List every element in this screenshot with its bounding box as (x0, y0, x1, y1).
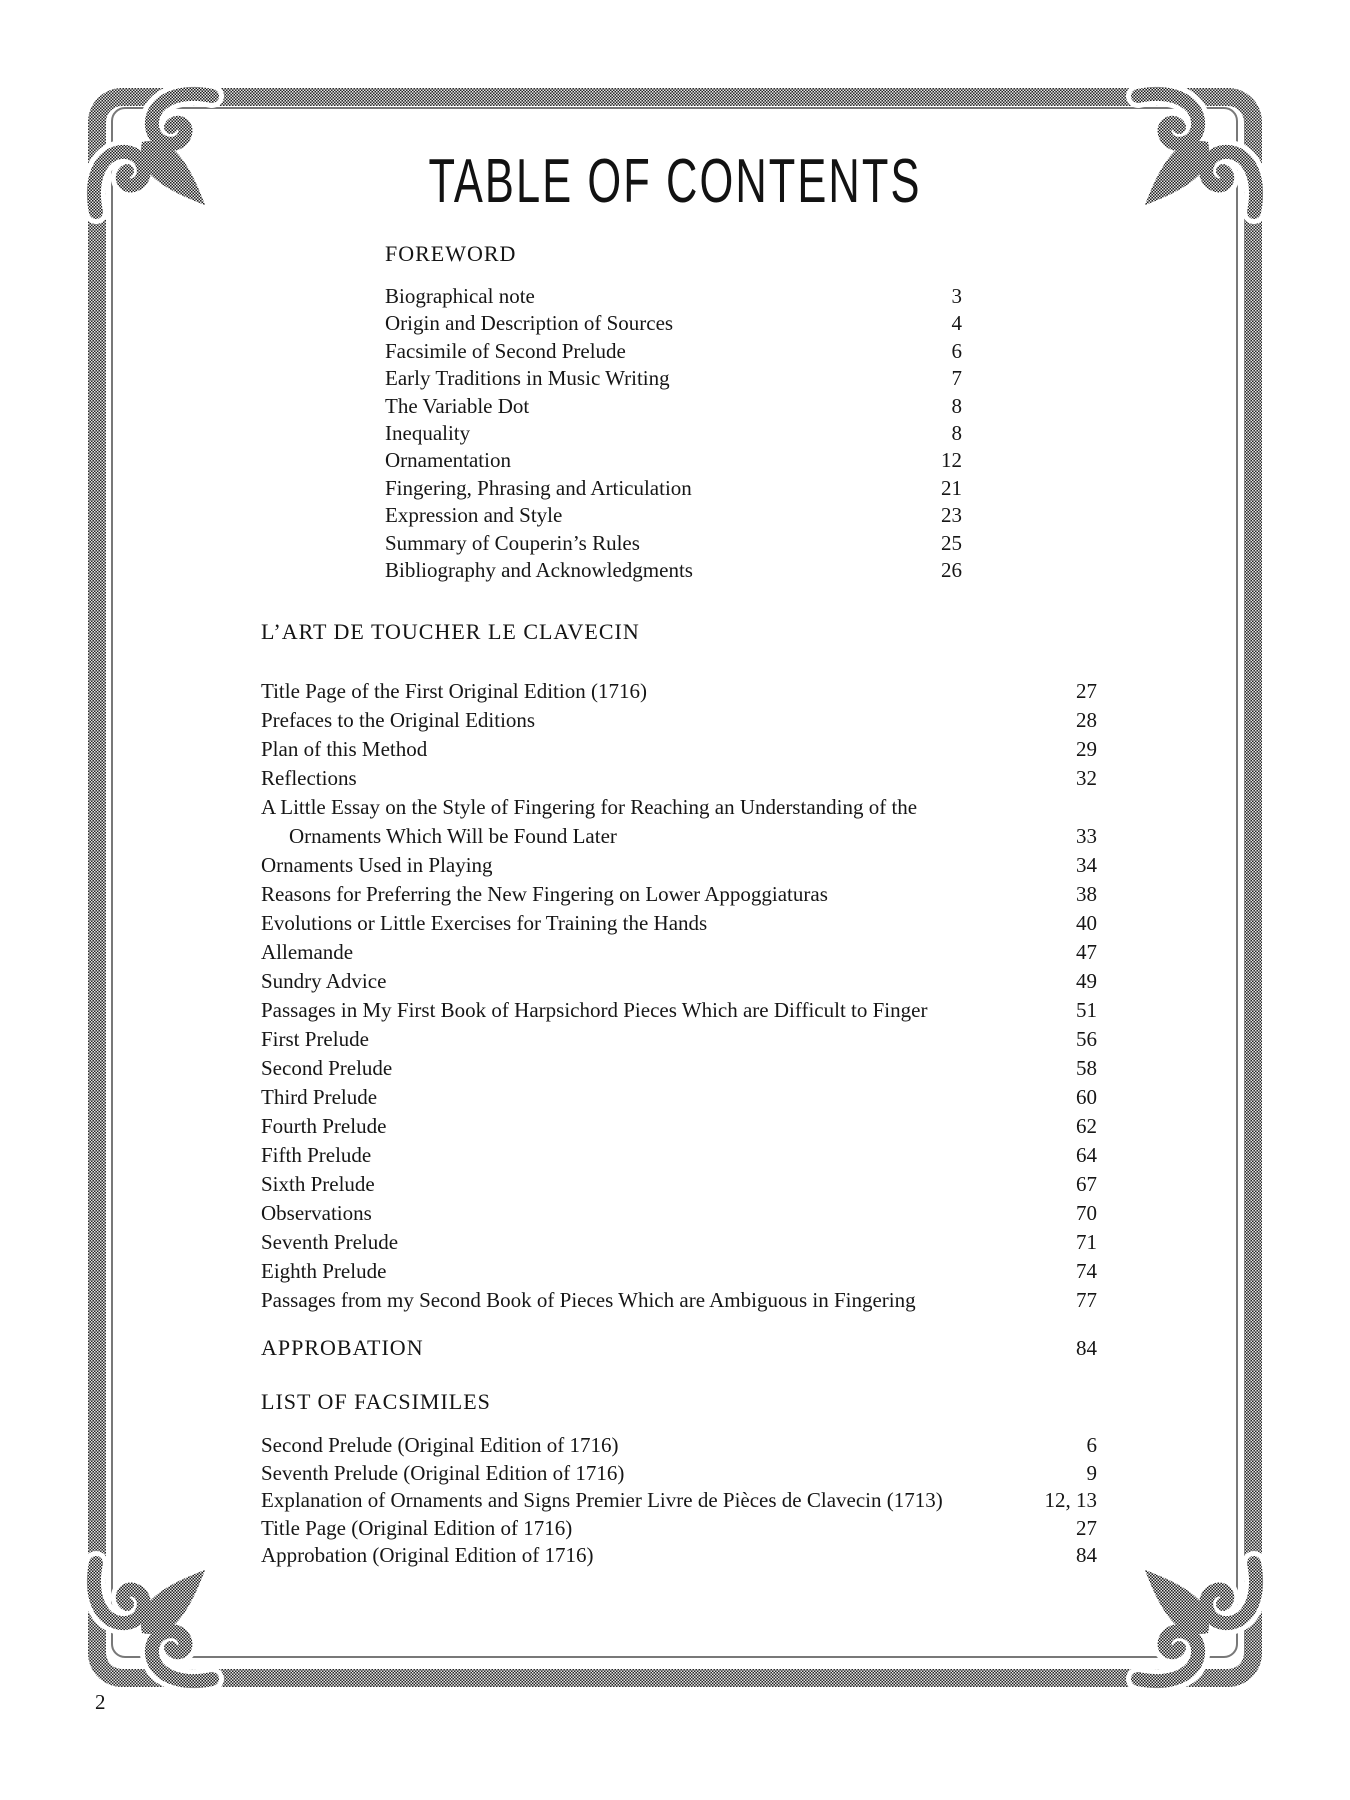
toc-entry-label: Title Page of the First Original Edition (1716) (261, 679, 647, 703)
toc-entry-page: 6 (1086, 1433, 1097, 1457)
toc-entry-label: A Little Essay on the Style of Fingering for Reaching an Understanding of the (261, 795, 918, 819)
toc-entry (261, 764, 1097, 793)
toc-entry (261, 1199, 1097, 1228)
toc-entry-label: Summary of Couperin’s Rules (385, 530, 640, 555)
toc-entry-page: 9 (1086, 1460, 1097, 1485)
toc-entry-label: Early Traditions in Music Writing (385, 366, 670, 391)
toc-entry-label: Origin and Description of Sources (385, 311, 674, 336)
toc-entry (261, 1460, 1097, 1488)
toc-list-facsimiles (261, 1432, 1097, 1570)
toc-entry-page: 28 (1076, 708, 1097, 732)
approbation-section (261, 1336, 1097, 1361)
toc-entry (261, 1170, 1097, 1199)
toc-entry-label: Approbation (Original Edition of 1716) (261, 1543, 594, 1567)
toc-entry (261, 1487, 1097, 1515)
toc-entry-page: 6 (951, 338, 962, 363)
toc-entry-label: Reflections (261, 766, 357, 790)
toc-entry-page: 8 (951, 393, 962, 418)
toc-entry-page: 62 (1076, 1114, 1097, 1138)
toc-entry (261, 1515, 1097, 1543)
toc-entry-label: Third Prelude (261, 1085, 378, 1109)
toc-entry (261, 793, 1097, 822)
toc-entry-page: 60 (1076, 1085, 1097, 1109)
section-heading-facsimiles: LIST OF FACSIMILES (261, 1389, 491, 1414)
toc-entry-label: Sundry Advice (261, 969, 387, 993)
toc-entry (385, 557, 962, 584)
toc-entry-label: First Prelude (261, 1027, 369, 1051)
toc-entry-label: Prefaces to the Original Editions (261, 708, 536, 732)
toc-entry (385, 338, 962, 365)
toc-entry-page: 12, 13 (1044, 1488, 1097, 1512)
toc-entry-page: 21 (941, 475, 962, 500)
toc-entry-label: Second Prelude (261, 1056, 393, 1080)
toc-entry (385, 310, 962, 337)
toc-entry-page: 29 (1076, 737, 1097, 761)
corner-scroll-ornament-icon (1110, 1535, 1270, 1695)
toc-entry-page: 70 (1076, 1201, 1097, 1225)
toc-entry (385, 420, 962, 447)
toc-entry-page: 47 (1076, 940, 1097, 964)
toc-entry-page: 56 (1076, 1027, 1097, 1051)
lart-section (261, 620, 1097, 1315)
toc-entry-label: Fourth Prelude (261, 1114, 387, 1138)
toc-entry-label: Ornamentation (385, 448, 511, 473)
section-heading-lart: L’ART DE TOUCHER LE CLAVECIN (261, 619, 640, 644)
toc-entry-label: The Variable Dot (385, 393, 530, 418)
section-heading-foreword: FOREWORD (385, 241, 517, 266)
toc-entry-page: 34 (1076, 853, 1097, 877)
toc-entry (385, 393, 962, 420)
foreword-section (385, 242, 962, 584)
toc-entry (261, 706, 1097, 735)
toc-entry-label: Title Page (Original Edition of 1716) (261, 1515, 573, 1540)
toc-entry (261, 1112, 1097, 1141)
toc-entry (261, 1542, 1097, 1570)
toc-entry-page: 27 (1076, 679, 1097, 703)
toc-entry (261, 1432, 1097, 1460)
toc-entry (261, 851, 1097, 880)
toc-entry-label: Second Prelude (Original Edition of 1716) (261, 1433, 619, 1457)
toc-entry-label: Passages in My First Book of Harpsichord Pieces Which are Difficult to Finger (261, 998, 928, 1022)
toc-list-foreword (385, 283, 962, 584)
toc-entry-page: 3 (951, 284, 962, 308)
page-title: TABLE OF CONTENTS (428, 147, 922, 216)
toc-entry (261, 1083, 1097, 1112)
toc-entry-page: 84 (1076, 1543, 1097, 1567)
toc-entry-label: Eighth Prelude (261, 1259, 387, 1283)
toc-entry-label: Explanation of Ornaments and Signs Premier Livre de Pièces de Clavecin (1713) (261, 1488, 943, 1512)
toc-entry (385, 447, 962, 474)
toc-entry (261, 677, 1097, 706)
toc-entry-label: Passages from my Second Book of Pieces Which are Ambiguous in Fingering (261, 1288, 916, 1312)
toc-entry-page: 71 (1076, 1230, 1097, 1254)
toc-entry (261, 909, 1097, 938)
toc-entry (261, 1257, 1097, 1286)
toc-entry-label: Ornaments Which Will be Found Later (289, 824, 617, 848)
toc-entry-page: 77 (1076, 1288, 1097, 1312)
toc-entry-label: Expression and Style (385, 503, 563, 528)
toc-entry (385, 502, 962, 529)
toc-entry-page: 38 (1076, 882, 1097, 906)
toc-entry-page: 67 (1076, 1172, 1097, 1196)
toc-entry-label: Inequality (385, 421, 471, 446)
toc-entry-page: 40 (1076, 911, 1097, 935)
toc-entry-label: Plan of this Method (261, 737, 428, 761)
toc-entry-label: Observations (261, 1201, 372, 1225)
toc-entry-page: 33 (1076, 824, 1097, 848)
toc-entry-label: Seventh Prelude (Original Edition of 1716) (261, 1460, 625, 1485)
toc-entry (261, 967, 1097, 996)
toc-entry-page: 74 (1076, 1259, 1097, 1283)
page-number: 2 (95, 1690, 106, 1714)
toc-entry-page: 4 (951, 311, 962, 336)
toc-entry-page: 49 (1076, 969, 1097, 993)
toc-entry-label: Ornaments Used in Playing (261, 853, 493, 877)
toc-entry-page: 7 (951, 366, 962, 391)
toc-entry-label: Reasons for Preferring the New Fingering on Lower Appoggiaturas (261, 882, 828, 906)
toc-entry (385, 283, 962, 310)
toc-entry-label: Bibliography and Acknowledgments (385, 558, 693, 583)
toc-entry (385, 530, 962, 557)
section-heading-approbation: APPROBATION (261, 1335, 424, 1360)
corner-scroll-ornament-icon (80, 1535, 240, 1695)
toc-entry (261, 1141, 1097, 1170)
toc-entry (261, 1286, 1097, 1315)
toc-entry (261, 735, 1097, 764)
toc-list-lart (261, 677, 1097, 1315)
toc-entry-page: 25 (941, 530, 962, 555)
toc-entry-page: 23 (941, 503, 962, 528)
toc-entry-page: 8 (951, 421, 962, 446)
toc-entry-label: Allemande (261, 940, 354, 964)
toc-entry-label: Facsimile of Second Prelude (385, 338, 626, 363)
toc-entry-label: Fifth Prelude (261, 1143, 372, 1167)
toc-entry-page: 26 (941, 558, 962, 583)
toc-entry-page: 32 (1076, 766, 1097, 790)
toc-entry-label: Seventh Prelude (261, 1230, 399, 1254)
toc-entry (261, 880, 1097, 909)
toc-entry (261, 996, 1097, 1025)
toc-entry-label: Evolutions or Little Exercises for Training the Hands (261, 911, 708, 935)
toc-entry (261, 1228, 1097, 1257)
toc-entry (261, 822, 1097, 851)
toc-entry-page: 58 (1076, 1056, 1097, 1080)
toc-entry (261, 938, 1097, 967)
toc-entry (261, 1025, 1097, 1054)
toc-entry-page: 27 (1076, 1515, 1097, 1540)
facsimiles-section (261, 1390, 1097, 1570)
toc-entry (261, 1054, 1097, 1083)
toc-entry-page: 51 (1076, 998, 1097, 1022)
toc-entry-label: Sixth Prelude (261, 1172, 375, 1196)
toc-entry (385, 365, 962, 392)
toc-entry-page: 64 (1076, 1143, 1097, 1167)
toc-entry-page: 12 (941, 448, 962, 473)
toc-entry-label: Biographical note (385, 284, 535, 308)
toc-entry-label: Fingering, Phrasing and Articulation (385, 475, 692, 500)
toc-entry (385, 475, 962, 502)
toc-entry-page: 84 (1076, 1336, 1097, 1360)
